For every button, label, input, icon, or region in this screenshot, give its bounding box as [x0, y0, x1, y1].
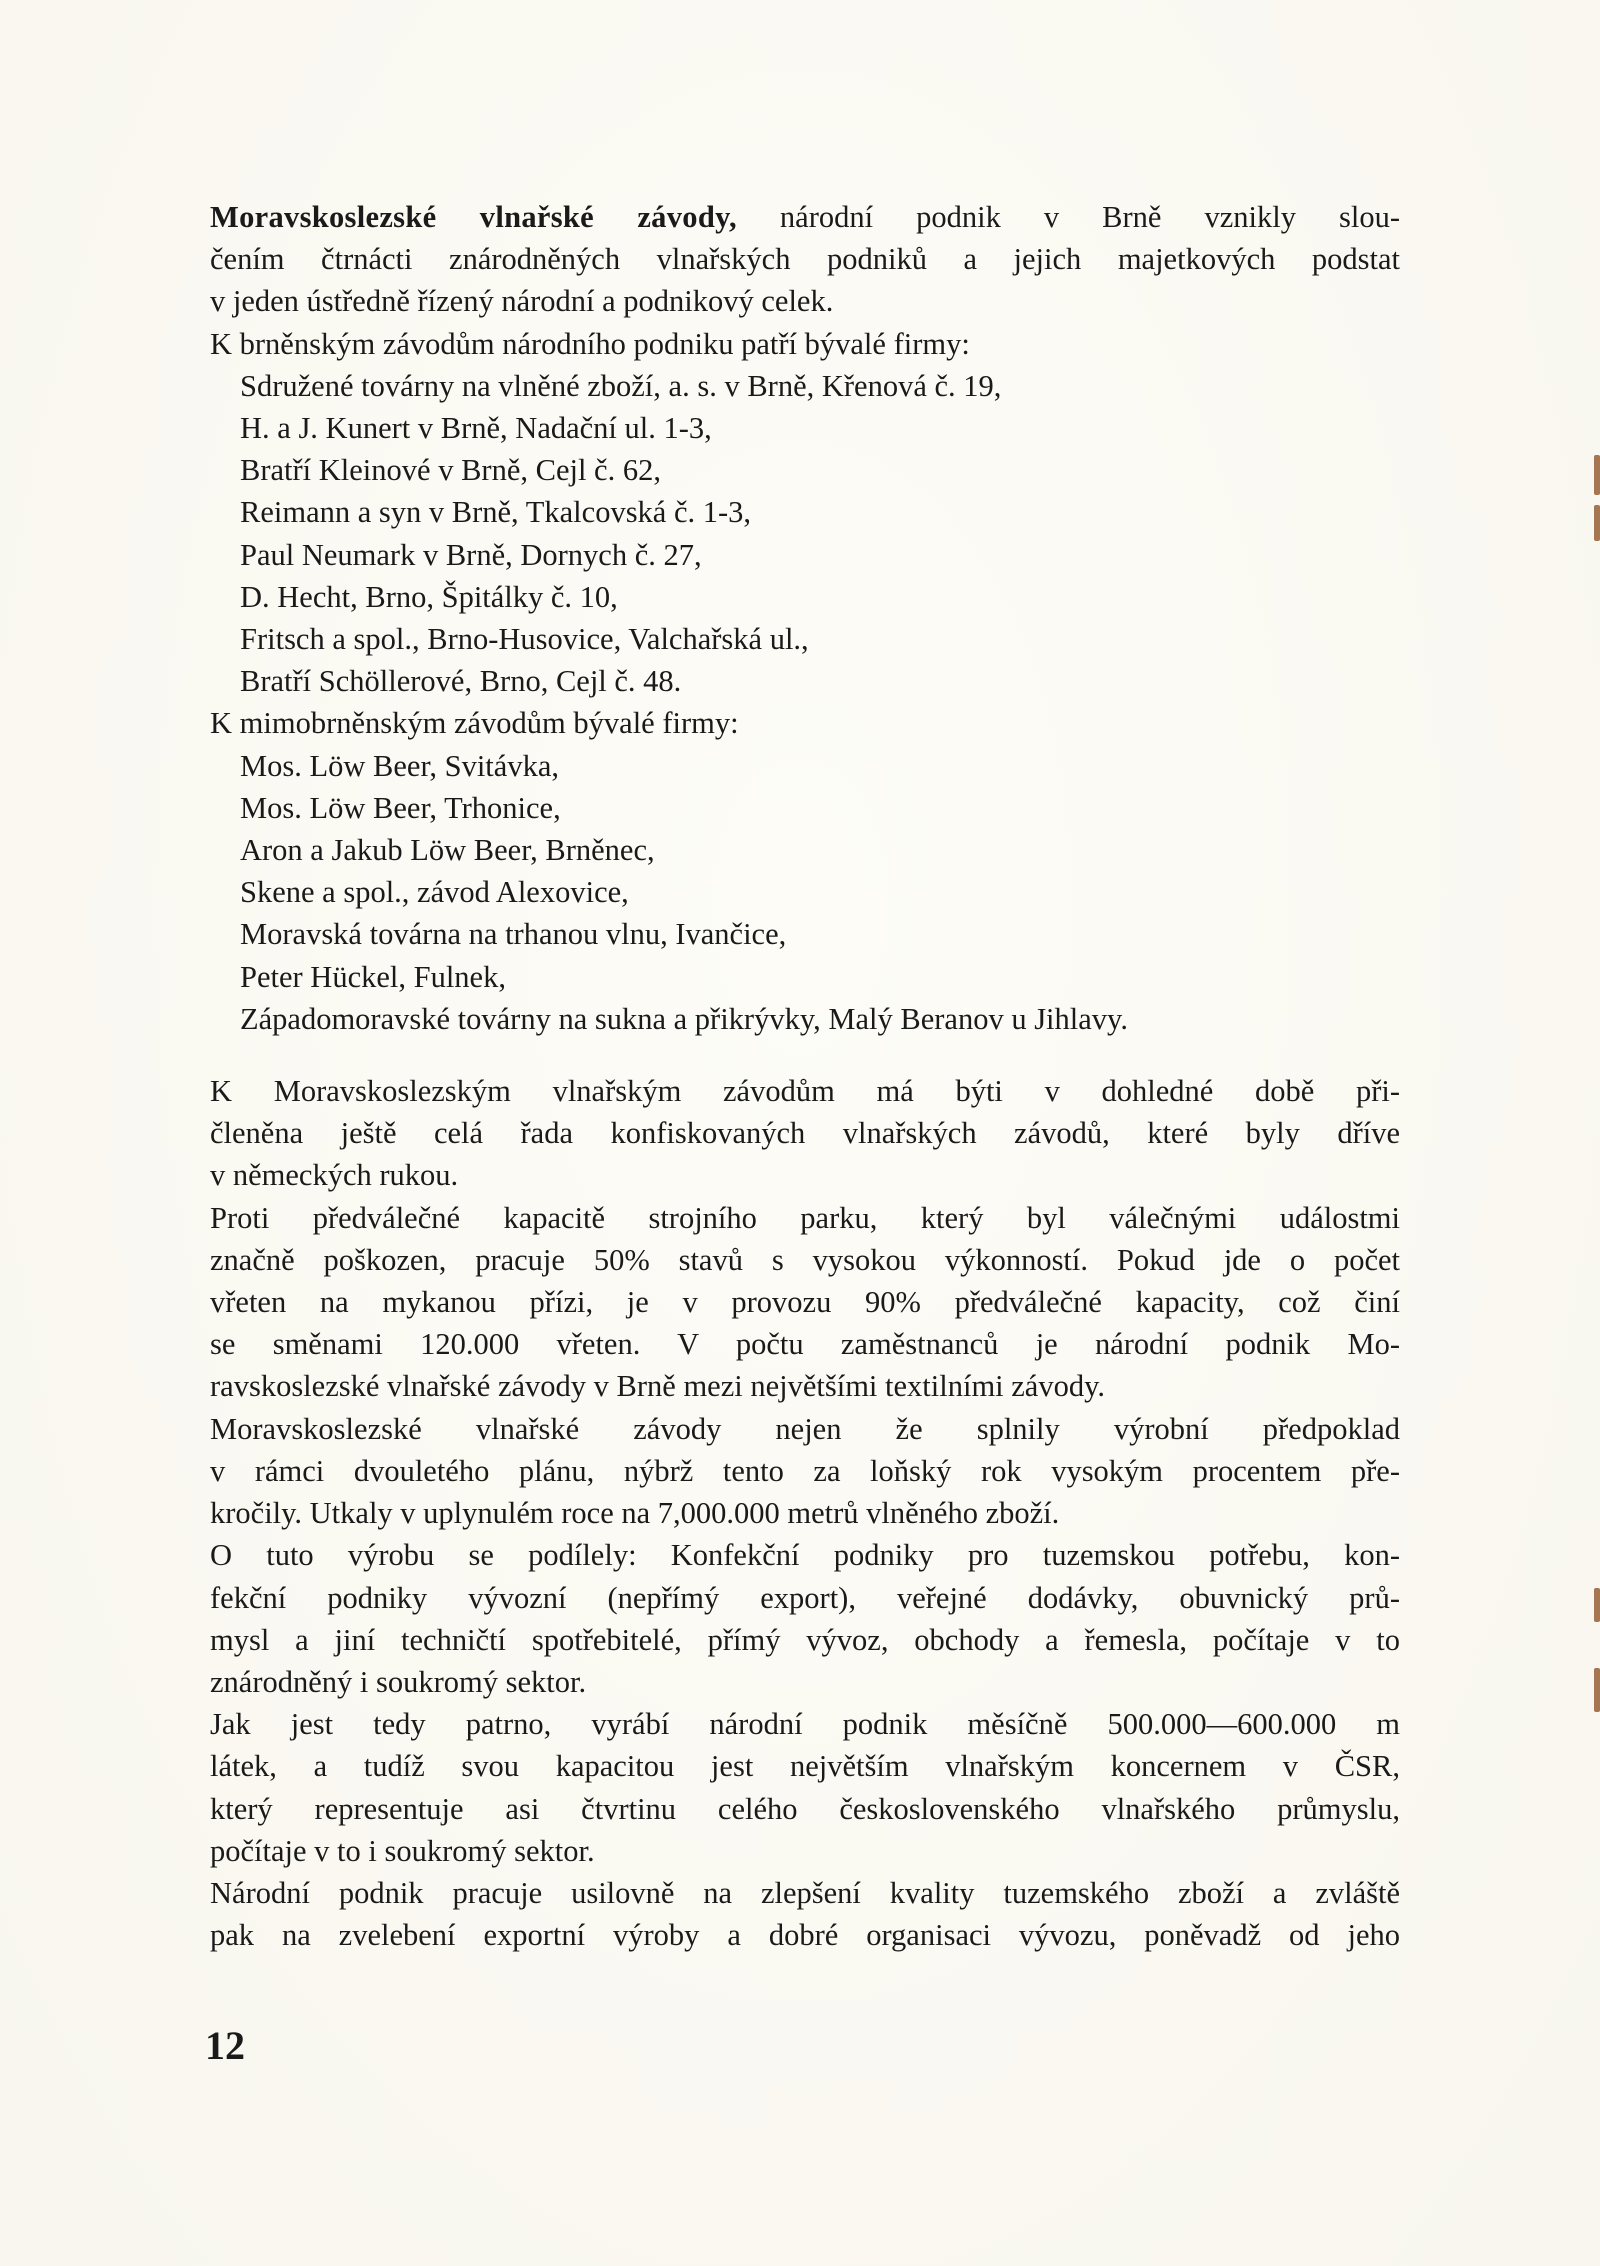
body-line: znárodněný i soukromý sektor. [210, 1664, 587, 1699]
intro-line-3: v jeden ústředně řízený národní a podnikový celek. [210, 284, 834, 319]
intro-line-1: Moravskoslezské vlnařské závody, národní podnik v Brně vznikly slou- [210, 200, 1400, 234]
body-line: Proti předválečné kapacitě strojního parku, který byl válečnými událostmi [210, 1200, 1400, 1235]
body-line: Jak jest tedy patrno, vyrábí národní podnik měsíčně 500.000—600.000 m [210, 1707, 1400, 1742]
list-item: Moravská továrna na trhanou vlnu, Ivančice, [240, 917, 787, 952]
company-name-lead: Moravskoslezské vlnařské závody, [210, 200, 737, 234]
body-line: K Moravskoslezským vlnařským závodům má býti v dohledné době při- [210, 1074, 1400, 1109]
body-line: počítaje v to i soukromý sektor. [210, 1833, 595, 1868]
page-number: 12 [205, 2023, 245, 2068]
body-paragraphs [210, 1070, 1400, 1956]
body-line: který representuje asi čtvrtinu celého československého vlnařského průmyslu, [210, 1791, 1400, 1826]
body-line: ravskoslezské vlnařské závody v Brně mezi největšími textilními závody. [210, 1369, 1105, 1404]
outside-firm-list [210, 745, 1400, 1040]
list-item: Západomoravské továrny na sukna a přikrývky, Malý Beranov u Jihlavy. [240, 1001, 1128, 1036]
brno-heading: K brněnským závodům národního podniku patří bývalé firmy: [210, 326, 970, 361]
list-item: Peter Hückel, Fulnek, [240, 959, 506, 994]
paragraph-gap [210, 1040, 1400, 1070]
list-item: D. Hecht, Brno, Špitálky č. 10, [240, 579, 618, 614]
body-line: kročily. Utkaly v uplynulém roce na 7,000.000 metrů vlněného zboží. [210, 1496, 1060, 1531]
body-line: mysl a jiní techničtí spotřebitelé, přímý vývoz, obchody a řemesla, počítaje v to [210, 1622, 1400, 1657]
list-item: Bratří Schöllerové, Brno, Cejl č. 48. [240, 664, 682, 699]
list-item: Mos. Löw Beer, Svitávka, [240, 748, 559, 783]
list-item: H. a J. Kunert v Brně, Nadační ul. 1-3, [240, 411, 712, 446]
body-line: se směnami 120.000 vřeten. V počtu zaměstnanců je národní podnik Mo- [210, 1327, 1400, 1362]
body-line: pak na zvelebení exportní výroby a dobré organisaci vývozu, poněvadž od jeho [210, 1918, 1400, 1953]
binding-mark [1594, 1668, 1600, 1712]
binding-mark [1594, 1588, 1600, 1622]
body-line: vřeten na mykanou přízi, je v provozu 90% předválečné kapacity, což činí [210, 1285, 1400, 1320]
body-line: v rámci dvouletého plánu, nýbrž tento za loňský rok vysokým procentem pře- [210, 1453, 1400, 1488]
list-item: Reimann a syn v Brně, Tkalcovská č. 1-3, [240, 495, 752, 530]
outside-heading: K mimobrněnským závodům bývalé firmy: [210, 706, 739, 741]
body-line: značně poškozen, pracuje 50% stavů s vysokou výkonností. Pokud jde o počet [210, 1242, 1400, 1277]
body-line: v německých rukou. [210, 1158, 459, 1193]
brno-firm-list [210, 365, 1400, 703]
body-line: členěna ještě celá řada konfiskovaných vlnařských závodů, které byly dříve [210, 1116, 1400, 1151]
list-item: Bratří Kleinové v Brně, Cejl č. 62, [240, 453, 661, 488]
body-line: Moravskoslezské vlnařské závody nejen že splnily výrobní předpoklad [210, 1411, 1400, 1446]
list-item: Paul Neumark v Brně, Dornych č. 27, [240, 537, 702, 572]
body-line: Národní podnik pracuje usilovně na zlepšení kvality tuzemského zboží a zvláště [210, 1875, 1400, 1910]
intro-line-2: čením čtrnácti znárodněných vlnařských podniků a jejich majetkových podstat [210, 242, 1400, 277]
binding-mark [1594, 505, 1600, 541]
page-text [210, 196, 1400, 1956]
binding-mark [1594, 455, 1600, 495]
list-item: Mos. Löw Beer, Trhonice, [240, 790, 561, 825]
body-line: fekční podniky vývozní (nepřímý export), veřejné dodávky, obuvnický prů- [210, 1580, 1400, 1615]
list-item: Fritsch a spol., Brno-Husovice, Valchařská ul., [240, 622, 809, 657]
list-item: Sdružené továrny na vlněné zboží, a. s. v Brně, Křenová č. 19, [240, 368, 1002, 403]
body-line: O tuto výrobu se podílely: Konfekční podniky pro tuzemskou potřebu, kon- [210, 1538, 1400, 1573]
list-item: Skene a spol., závod Alexovice, [240, 875, 629, 910]
body-line: látek, a tudíž svou kapacitou jest největším vlnařským koncernem v ČSR, [210, 1749, 1400, 1784]
list-item: Aron a Jakub Löw Beer, Brněnec, [240, 833, 655, 868]
